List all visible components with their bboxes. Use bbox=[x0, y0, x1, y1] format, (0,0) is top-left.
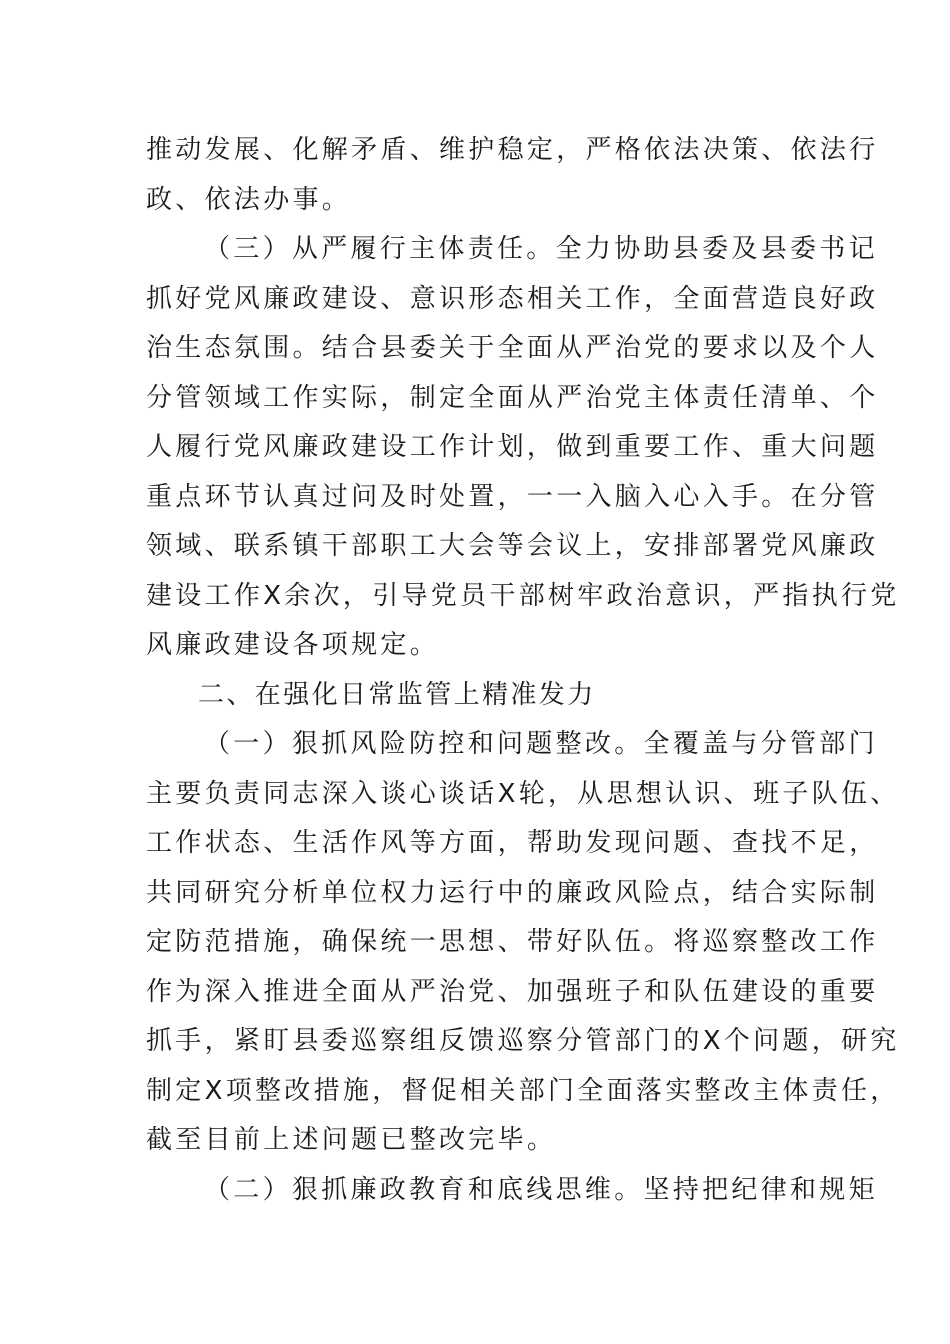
text-line: 风廉政建设各项规定。 bbox=[146, 630, 440, 660]
text-line: 分管领域工作实际，制定全面从严治党主体责任清单、个 bbox=[146, 382, 879, 413]
paragraph-start-line: （二）狠抓廉政教育和底线思维。坚持把纪律和规矩 bbox=[204, 1174, 878, 1205]
text-line: 人履行党风廉政建设工作计划，做到重要工作、重大问题 bbox=[146, 432, 879, 462]
paragraph-start-line: （三）从严履行主体责任。全力协助县委及县委书记 bbox=[204, 234, 878, 264]
text-line: 治生态氛围。结合县委关于全面从严治党的要求以及个人 bbox=[146, 333, 879, 363]
text-line: 抓手，紧盯县委巡察组反馈巡察分管部门的X个问题，研究 bbox=[146, 1026, 900, 1056]
text-line: 领域、联系镇干部职工大会等会议上，安排部署党风廉政 bbox=[146, 531, 879, 561]
text-line: 工作状态、生活作风等方面，帮助发现问题、查找不足， bbox=[146, 828, 879, 858]
text-line: 定防范措施，确保统一思想、带好队伍。将巡察整改工作 bbox=[146, 927, 879, 957]
text-line: 主要负责同志深入谈心谈话X轮，从思想认识、班子队伍、 bbox=[146, 778, 900, 809]
text-line: 作为深入推进全面从严治党、加强班子和队伍建设的重要 bbox=[146, 976, 879, 1007]
text-line: 制定X项整改措施，督促相关部门全面落实整改主体责任， bbox=[146, 1075, 900, 1106]
text-line: 政、依法办事。 bbox=[146, 184, 352, 215]
paragraph-start-line: （一）狠抓风险防控和问题整改。全覆盖与分管部门 bbox=[204, 729, 878, 759]
document-body bbox=[146, 126, 900, 1215]
section-heading: 二、在强化日常监管上精准发力 bbox=[198, 679, 596, 710]
text-line: 截至目前上述问题已整改完毕。 bbox=[146, 1125, 557, 1155]
text-line: 建设工作X余次，引导党员干部树牢政治意识，严指执行党 bbox=[146, 580, 900, 611]
text-line: 抓好党风廉政建设、意识形态相关工作，全面营造良好政 bbox=[146, 283, 879, 314]
text-line: 重点环节认真过问及时处置，一一入脑入心入手。在分管 bbox=[146, 481, 879, 512]
text-line: 推动发展、化解矛盾、维护稳定，严格依法决策、依法行 bbox=[146, 135, 879, 165]
text-line: 共同研究分析单位权力运行中的廉政风险点，结合实际制 bbox=[146, 877, 879, 908]
